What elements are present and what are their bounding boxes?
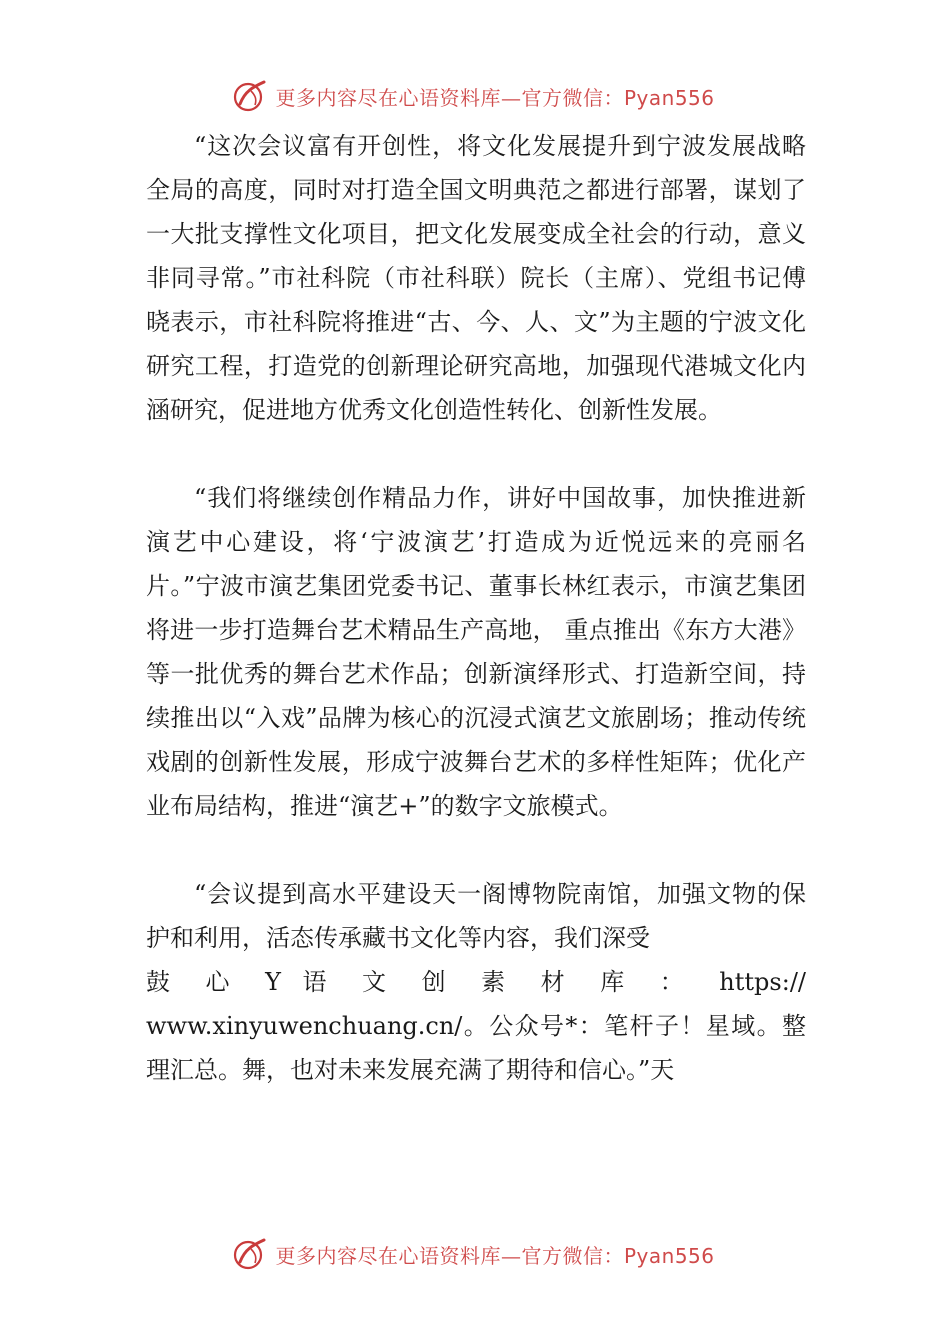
header-watermark-text: 更多内容尽在心语资料库—官方微信：Pyan556	[275, 85, 715, 110]
paragraph-3	[146, 872, 806, 1092]
paragraph-3-line-2: 鼓 心 Y 语 文 创 素 材 库 ： https://	[146, 968, 806, 996]
paragraph-3-line-3: www.xinyuwenchuang.cn/。公众号*：笔杆子！星域。整理汇总。舞，也对未来发展充满了期待和信心。”天	[146, 1012, 806, 1084]
header-watermark	[0, 66, 950, 126]
footer-watermark	[0, 1224, 950, 1284]
brand-logo-icon	[231, 1235, 269, 1273]
paragraph-2: “我们将继续创作精品力作，讲好中国故事，加快推进新演艺中心建设，将‘宁波演艺’打造成为近悦远来的亮丽名片。”宁波市演艺集团党委书记、董事长林红表示，市演艺集团将进一步打造舞台艺术精品生产高地， 重点推出《东方大港》等一批优秀的舞台艺术作品；创新演绎形式、打造新空间，持续推出以“入戏”品牌为核心的沉浸式演艺文旅剧场；推动传统戏剧的创新性发展，形成宁波舞台艺术的多样性矩阵；优化产业布局结构，推进“演艺+”的数字文旅模式。	[146, 484, 806, 820]
brand-logo-icon	[231, 77, 269, 115]
paragraph-3-line-1: “会议提到高水平建设天一阁博物院南馆，加强文物的保护和利用，活态传承藏书文化等内容，我们深受	[146, 880, 806, 952]
document-body	[146, 124, 806, 1092]
footer-watermark-text: 更多内容尽在心语资料库—官方微信：Pyan556	[275, 1243, 715, 1268]
paragraph-1: “这次会议富有开创性，将文化发展提升到宁波发展战略全局的高度，同时对打造全国文明典范之都进行部署，谋划了一大批支撑性文化项目，把文化发展变成全社会的行动，意义非同寻常。”市社科院（市社科联）院长（主席）、党组书记傅晓表示，市社科院将推进“古、今、人、文”为主题的宁波文化研究工程，打造党的创新理论研究高地，加强现代港城文化内涵研究，促进地方优秀文化创造性转化、创新性发展。	[146, 132, 806, 424]
